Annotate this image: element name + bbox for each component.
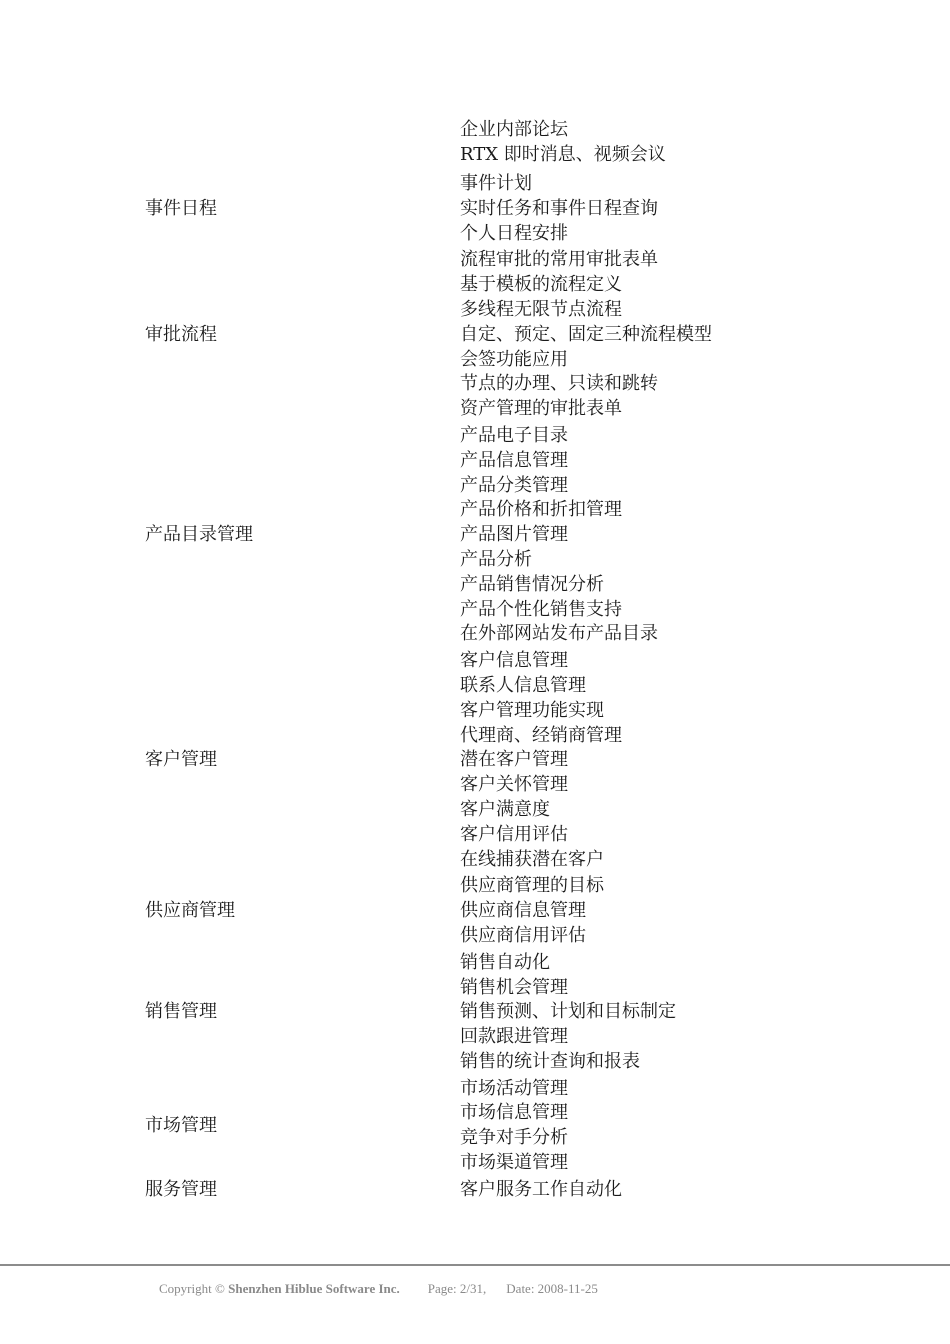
section-title: 销售管理 bbox=[145, 1001, 217, 1023]
section-title: 产品目录管理 bbox=[145, 524, 253, 546]
section-items bbox=[460, 424, 658, 647]
feature-item: 供应商信息管理 bbox=[460, 900, 586, 922]
feature-item: 供应商信用评估 bbox=[460, 924, 586, 946]
feature-item: 自定、预定、固定三种流程模型 bbox=[460, 323, 712, 345]
feature-item: 节点的办理、只读和跳转 bbox=[460, 373, 658, 395]
feature-item: 市场渠道管理 bbox=[460, 1152, 568, 1174]
section-title: 供应商管理 bbox=[145, 900, 235, 922]
feature-item: 回款跟进管理 bbox=[460, 1026, 568, 1048]
feature-item: 产品信息管理 bbox=[460, 449, 568, 471]
page-number: Page: 2/31, bbox=[427, 1281, 487, 1296]
feature-item: 销售的统计查询和报表 bbox=[460, 1050, 640, 1072]
feature-item: 产品分析 bbox=[460, 548, 532, 570]
page-date: Date: 2008-11-25 bbox=[506, 1281, 598, 1296]
feature-item: 产品分类管理 bbox=[460, 474, 568, 496]
footer-divider bbox=[0, 1264, 950, 1266]
section-row bbox=[0, 1076, 950, 1177]
feature-item: 联系人信息管理 bbox=[460, 674, 586, 696]
section-row bbox=[0, 423, 950, 648]
feature-item: 市场信息管理 bbox=[460, 1102, 568, 1124]
feature-item: 客户信用评估 bbox=[460, 823, 568, 845]
feature-item: 客户信息管理 bbox=[460, 650, 568, 672]
section-row bbox=[0, 873, 950, 949]
copyright-prefix: Copyright © bbox=[159, 1281, 229, 1296]
section-title: 客户管理 bbox=[145, 749, 217, 771]
section-row bbox=[0, 648, 950, 873]
section-title: 市场管理 bbox=[145, 1114, 217, 1136]
section-row bbox=[0, 171, 950, 247]
section-items bbox=[460, 248, 712, 422]
intro-item: RTX 即时消息、视频会议 bbox=[460, 143, 666, 165]
feature-item: 客户服务工作自动化 bbox=[460, 1178, 622, 1200]
feature-item: 产品图片管理 bbox=[460, 524, 568, 546]
intro-item: 企业内部论坛 bbox=[460, 119, 568, 140]
feature-item: 产品销售情况分析 bbox=[460, 573, 604, 595]
section-items bbox=[460, 1077, 568, 1176]
feature-item: 流程审批的常用审批表单 bbox=[460, 249, 658, 271]
feature-item: 在外部网站发布产品目录 bbox=[460, 623, 658, 645]
feature-table bbox=[0, 171, 950, 1204]
feature-item: 市场活动管理 bbox=[460, 1077, 568, 1099]
page-footer bbox=[159, 1281, 598, 1297]
feature-item: 代理商、经销商管理 bbox=[460, 724, 622, 746]
section-items bbox=[460, 1178, 622, 1203]
section-title: 服务管理 bbox=[145, 1178, 217, 1200]
feature-item: 实时任务和事件日程查询 bbox=[460, 197, 658, 219]
section-items bbox=[460, 649, 622, 872]
section-items bbox=[460, 172, 658, 246]
feature-item: 产品电子目录 bbox=[460, 424, 568, 446]
feature-item: 事件计划 bbox=[460, 173, 532, 194]
section-row bbox=[0, 950, 950, 1076]
feature-item: 在线捕获潜在客户 bbox=[460, 848, 604, 870]
feature-item: 会签功能应用 bbox=[460, 348, 568, 370]
feature-item: 销售预测、计划和目标制定 bbox=[460, 1001, 676, 1023]
feature-item: 产品价格和折扣管理 bbox=[460, 499, 622, 521]
feature-item: 资产管理的审批表单 bbox=[460, 398, 622, 420]
feature-item: 多线程无限节点流程 bbox=[460, 298, 622, 320]
intro-list bbox=[460, 118, 880, 168]
feature-item: 销售机会管理 bbox=[460, 976, 568, 998]
feature-item: 竞争对手分析 bbox=[460, 1127, 568, 1149]
feature-item: 客户满意度 bbox=[460, 798, 550, 820]
feature-item: 销售自动化 bbox=[460, 951, 550, 973]
feature-item: 客户关怀管理 bbox=[460, 774, 568, 796]
feature-item: 供应商管理的目标 bbox=[460, 875, 604, 897]
section-items bbox=[460, 951, 676, 1075]
section-title: 审批流程 bbox=[145, 323, 217, 345]
feature-item: 产品个性化销售支持 bbox=[460, 598, 622, 620]
section-title: 事件日程 bbox=[145, 197, 217, 219]
section-row bbox=[0, 247, 950, 423]
feature-item: 潜在客户管理 bbox=[460, 749, 568, 771]
company-name: Shenzhen Hiblue Software Inc. bbox=[228, 1281, 400, 1296]
section-items bbox=[460, 874, 604, 948]
feature-item: 客户管理功能实现 bbox=[460, 699, 604, 721]
section-row bbox=[0, 1177, 950, 1204]
feature-item: 基于模板的流程定义 bbox=[460, 274, 622, 296]
feature-item: 个人日程安排 bbox=[460, 222, 568, 244]
